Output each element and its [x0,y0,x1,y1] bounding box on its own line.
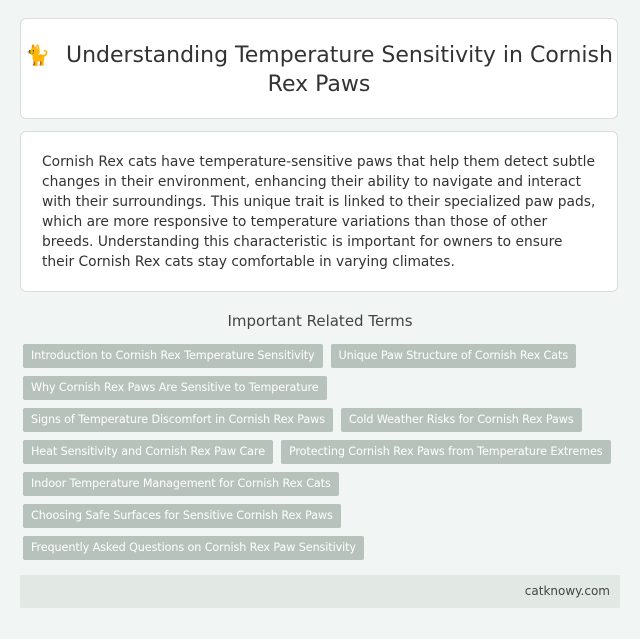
title-card [20,18,618,119]
summary-card [20,131,618,292]
term-tag[interactable]: Frequently Asked Questions on Cornish Rex Paw Sensitivity [23,536,364,560]
term-tag[interactable]: Protecting Cornish Rex Paws from Temperature Extremes [281,440,611,464]
term-tag[interactable]: Cold Weather Risks for Cornish Rex Paws [341,408,582,432]
page-title [21,41,617,99]
summary-text: Cornish Rex cats have temperature-sensitive paws that help them detect subtle changes in their environment, enhancing their ability to navigate and interact with their surroundings. This unique trait is linked to their specialized paw pads, which are more responsive to temperature variations than those of other breeds. Understanding this characteristic is important for owners to ensure their Cornish Rex cats stay comfortable in varying climates. [42,154,596,270]
footer-site-link[interactable]: catknowy.com [524,584,610,598]
term-tag[interactable]: Unique Paw Structure of Cornish Rex Cats [331,344,577,368]
cat-icon: 🐈 [25,43,50,67]
related-terms-heading: Important Related Terms [227,312,413,330]
footer-bar [20,575,620,608]
term-tag[interactable]: Signs of Temperature Discomfort in Cornish Rex Paws [23,408,333,432]
related-terms-list [23,344,623,560]
term-tag[interactable]: Heat Sensitivity and Cornish Rex Paw Care [23,440,273,464]
term-tag[interactable]: Indoor Temperature Management for Cornish Rex Cats [23,472,339,496]
term-tag[interactable]: Choosing Safe Surfaces for Sensitive Cornish Rex Paws [23,504,341,528]
term-tag[interactable]: Introduction to Cornish Rex Temperature Sensitivity [23,344,323,368]
page-title-text: Understanding Temperature Sensitivity in Cornish Rex Paws [65,43,613,97]
term-tag[interactable]: Why Cornish Rex Paws Are Sensitive to Temperature [23,376,327,400]
